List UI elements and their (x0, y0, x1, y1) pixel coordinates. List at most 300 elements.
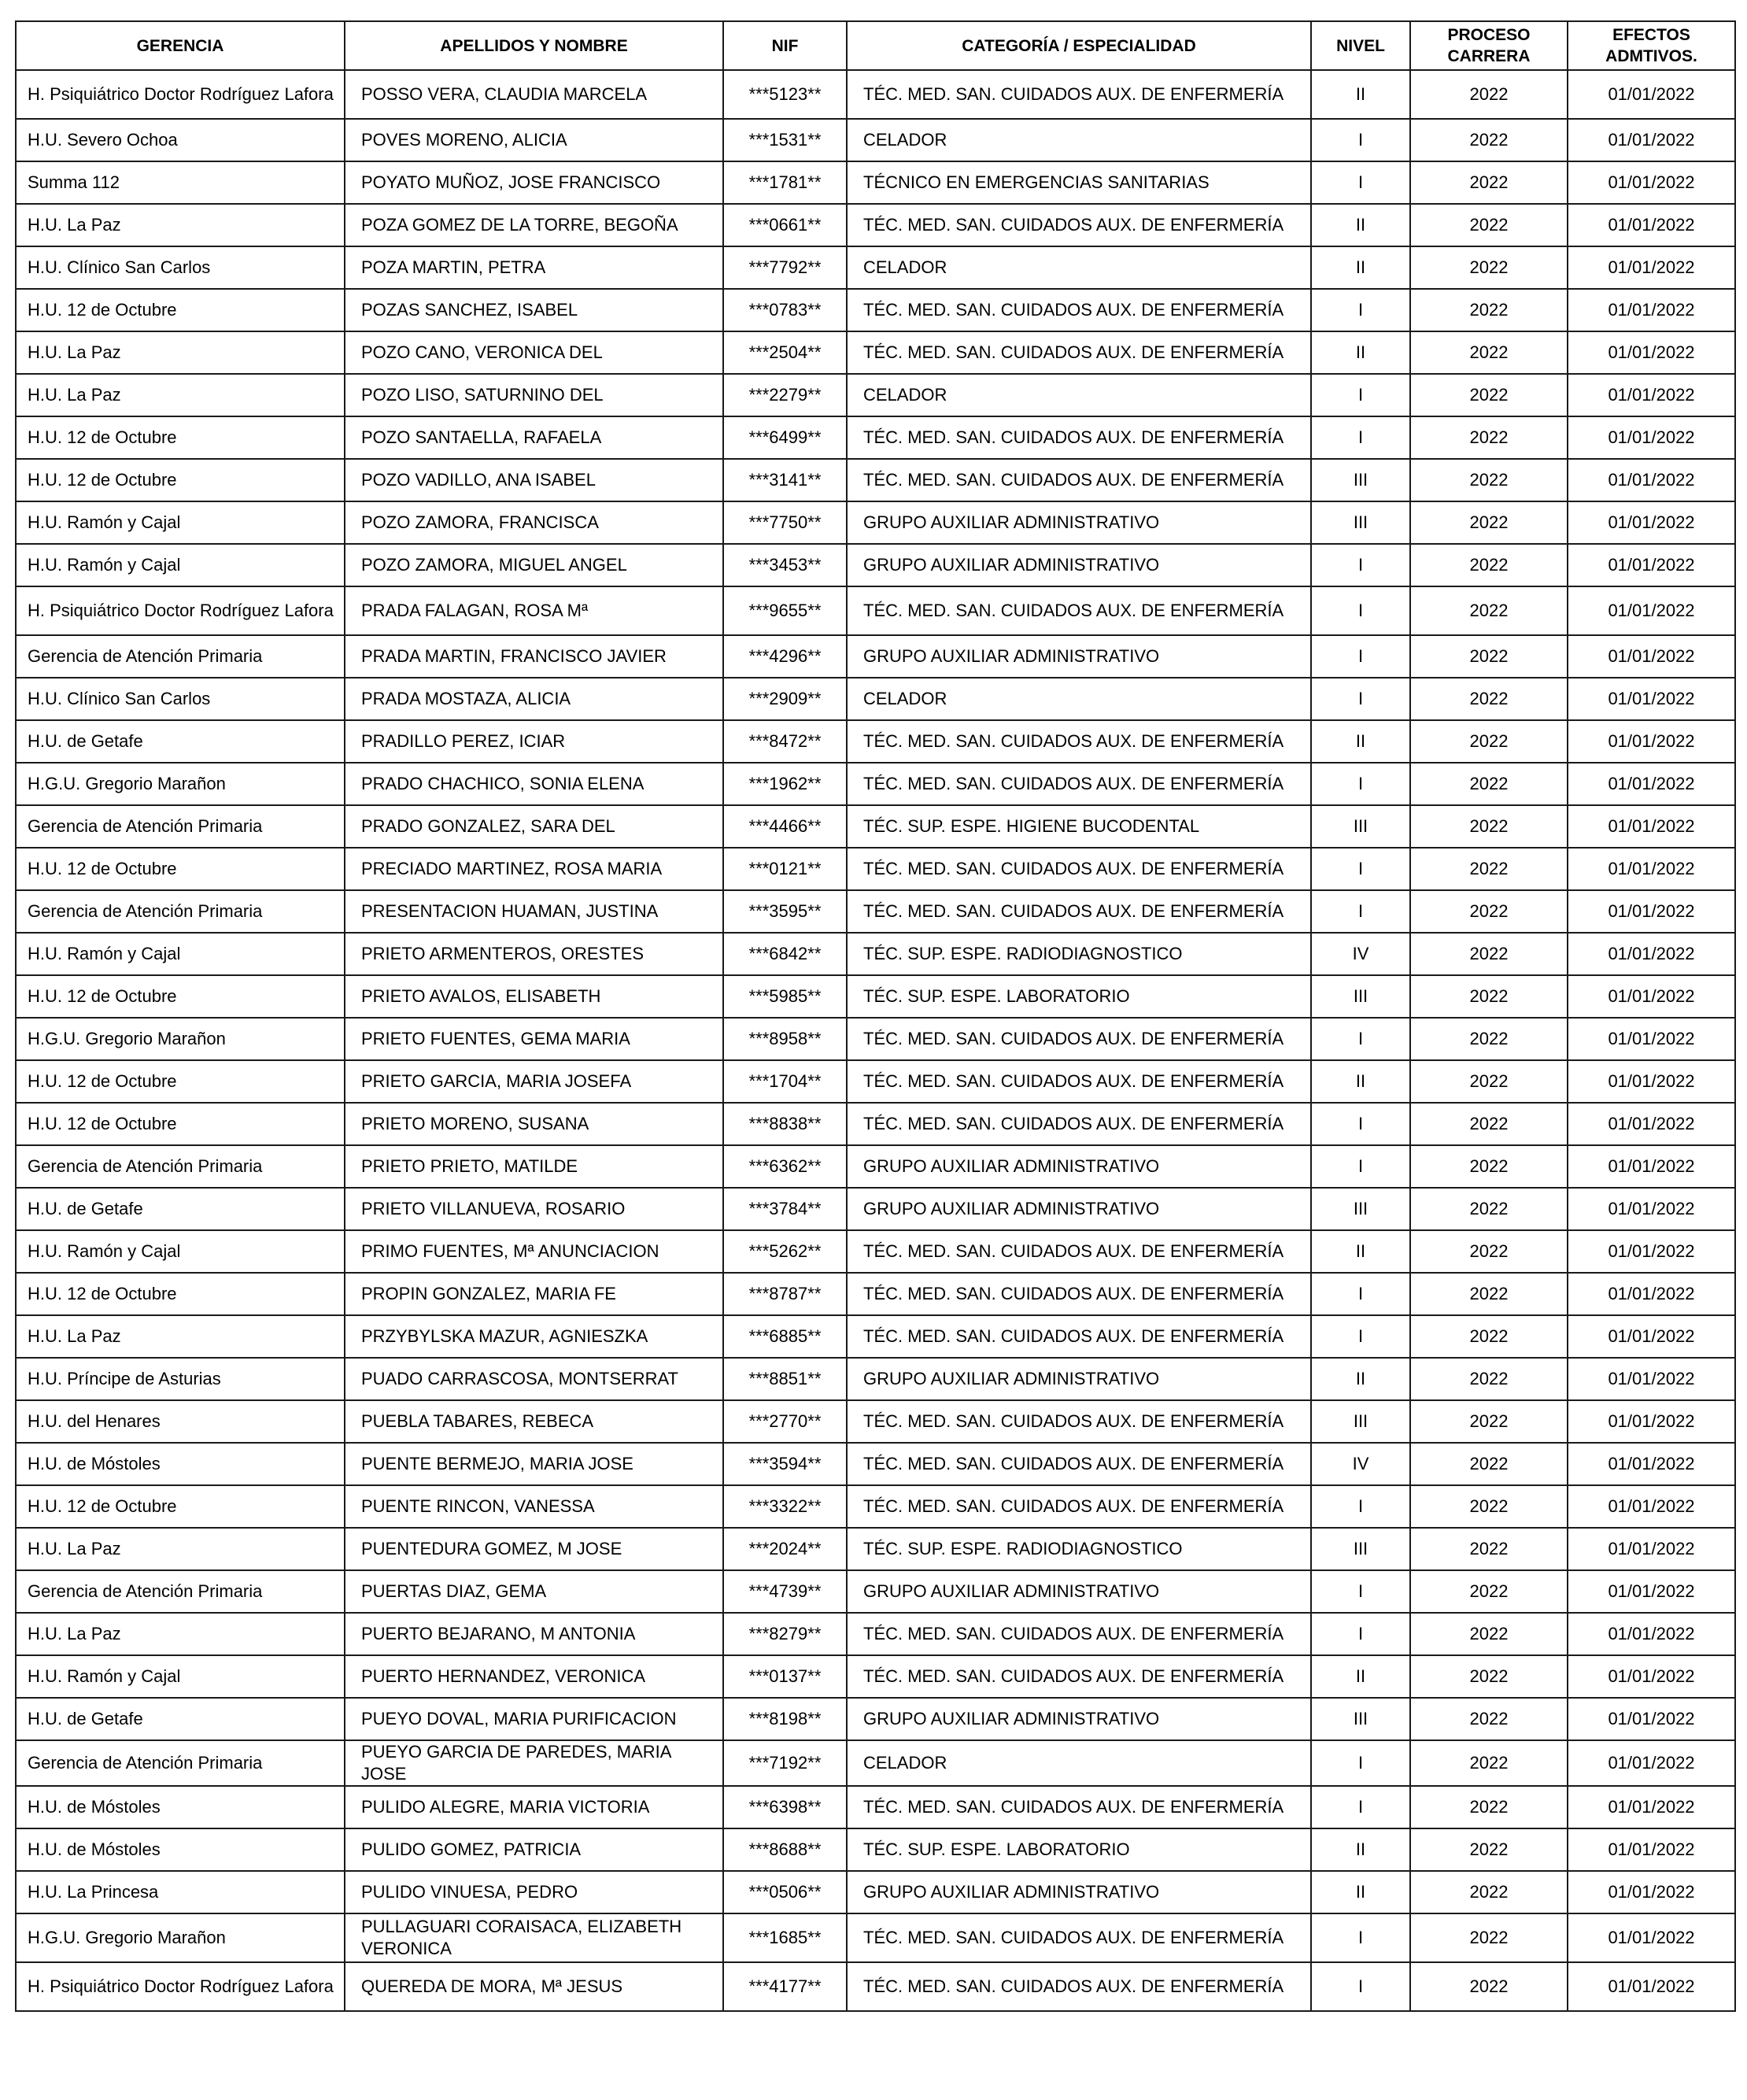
cell-nivel: III (1311, 805, 1410, 848)
cell-efectos: 01/01/2022 (1568, 1018, 1735, 1060)
cell-nombre: PRIETO AVALOS, ELISABETH (345, 975, 723, 1018)
cell-nivel: I (1311, 1273, 1410, 1315)
table-row (16, 1871, 1735, 1913)
cell-proceso: 2022 (1410, 1145, 1568, 1188)
cell-nif: ***6842** (723, 933, 847, 975)
cell-categoria: TÉC. MED. SAN. CUIDADOS AUX. DE ENFERMERÍA (847, 1443, 1311, 1485)
table-row (16, 1188, 1735, 1230)
table-row (16, 1485, 1735, 1528)
cell-nombre: PRADA FALAGAN, ROSA Mª (345, 586, 723, 635)
table-row (16, 501, 1735, 544)
cell-nivel: III (1311, 1528, 1410, 1570)
cell-nif: ***8198** (723, 1698, 847, 1740)
cell-nif: ***1685** (723, 1913, 847, 1962)
cell-nombre: PRIETO VILLANUEVA, ROSARIO (345, 1188, 723, 1230)
cell-nivel: I (1311, 678, 1410, 720)
cell-nivel: I (1311, 374, 1410, 416)
cell-nombre: PULIDO VINUESA, PEDRO (345, 1871, 723, 1913)
table-row (16, 720, 1735, 763)
header-proceso-line2: CARRERA (1447, 47, 1531, 65)
cell-nif: ***8787** (723, 1273, 847, 1315)
table-row (16, 374, 1735, 416)
cell-gerencia: H.G.U. Gregorio Marañon (16, 763, 345, 805)
cell-proceso: 2022 (1410, 1358, 1568, 1400)
table-row (16, 1613, 1735, 1655)
cell-nif: ***3141** (723, 459, 847, 501)
cell-nombre: PUEBLA TABARES, REBECA (345, 1400, 723, 1443)
cell-gerencia: H.U. 12 de Octubre (16, 1060, 345, 1103)
table-row (16, 805, 1735, 848)
cell-gerencia: H.U. 12 de Octubre (16, 416, 345, 459)
cell-efectos: 01/01/2022 (1568, 459, 1735, 501)
table-row (16, 635, 1735, 678)
cell-nif: ***4466** (723, 805, 847, 848)
cell-efectos: 01/01/2022 (1568, 119, 1735, 161)
cell-efectos: 01/01/2022 (1568, 720, 1735, 763)
cell-nif: ***2024** (723, 1528, 847, 1570)
cell-nombre: PUEYO GARCIA DE PAREDES, MARIA JOSE (345, 1740, 723, 1786)
cell-nivel: I (1311, 1315, 1410, 1358)
cell-nombre: PUENTE RINCON, VANESSA (345, 1485, 723, 1528)
cell-nombre: POYATO MUÑOZ, JOSE FRANCISCO (345, 161, 723, 204)
cell-categoria: GRUPO AUXILIAR ADMINISTRATIVO (847, 1188, 1311, 1230)
table-row (16, 1060, 1735, 1103)
header-nivel: NIVEL (1311, 21, 1410, 70)
cell-efectos: 01/01/2022 (1568, 1358, 1735, 1400)
cell-nombre: POZAS SANCHEZ, ISABEL (345, 289, 723, 331)
table-row (16, 1103, 1735, 1145)
cell-nif: ***3784** (723, 1188, 847, 1230)
cell-nif: ***8279** (723, 1613, 847, 1655)
cell-categoria: CELADOR (847, 678, 1311, 720)
table-row (16, 1962, 1735, 2011)
cell-categoria: TÉC. SUP. ESPE. RADIODIAGNOSTICO (847, 1528, 1311, 1570)
table-row (16, 1230, 1735, 1273)
cell-nif: ***7792** (723, 246, 847, 289)
cell-gerencia: H.U. de Móstoles (16, 1828, 345, 1871)
table-row (16, 161, 1735, 204)
cell-nivel: I (1311, 1018, 1410, 1060)
cell-nif: ***1781** (723, 161, 847, 204)
table-row (16, 544, 1735, 586)
cell-nivel: II (1311, 1230, 1410, 1273)
cell-gerencia: H.U. Clínico San Carlos (16, 246, 345, 289)
cell-gerencia: Gerencia de Atención Primaria (16, 1740, 345, 1786)
cell-gerencia: H.U. Severo Ochoa (16, 119, 345, 161)
cell-categoria: TÉC. MED. SAN. CUIDADOS AUX. DE ENFERMERÍA (847, 1613, 1311, 1655)
cell-nivel: I (1311, 1485, 1410, 1528)
cell-nivel: III (1311, 975, 1410, 1018)
header-categoria: CATEGORÍA / ESPECIALIDAD (847, 21, 1311, 70)
cell-gerencia: H.U. La Paz (16, 374, 345, 416)
cell-proceso: 2022 (1410, 501, 1568, 544)
cell-nif: ***2279** (723, 374, 847, 416)
cell-categoria: TÉC. MED. SAN. CUIDADOS AUX. DE ENFERMERÍA (847, 204, 1311, 246)
cell-nivel: II (1311, 70, 1410, 119)
cell-gerencia: H.G.U. Gregorio Marañon (16, 1018, 345, 1060)
cell-categoria: TÉC. MED. SAN. CUIDADOS AUX. DE ENFERMERÍA (847, 1273, 1311, 1315)
table-row (16, 890, 1735, 933)
cell-nif: ***0506** (723, 1871, 847, 1913)
cell-gerencia: H.U. La Paz (16, 204, 345, 246)
cell-categoria: TÉC. MED. SAN. CUIDADOS AUX. DE ENFERMERÍA (847, 1786, 1311, 1828)
cell-proceso: 2022 (1410, 1060, 1568, 1103)
cell-categoria: TÉC. MED. SAN. CUIDADOS AUX. DE ENFERMERÍA (847, 289, 1311, 331)
cell-proceso: 2022 (1410, 1273, 1568, 1315)
cell-efectos: 01/01/2022 (1568, 374, 1735, 416)
table-row (16, 763, 1735, 805)
header-efectos-line1: EFECTOS (1612, 26, 1690, 44)
cell-efectos: 01/01/2022 (1568, 289, 1735, 331)
table-row (16, 331, 1735, 374)
table-row (16, 459, 1735, 501)
cell-nivel: I (1311, 1740, 1410, 1786)
cell-nivel: II (1311, 1655, 1410, 1698)
cell-categoria: TÉC. MED. SAN. CUIDADOS AUX. DE ENFERMERÍA (847, 1485, 1311, 1528)
cell-nif: ***4296** (723, 635, 847, 678)
cell-categoria: TÉC. SUP. ESPE. RADIODIAGNOSTICO (847, 933, 1311, 975)
table-header (16, 21, 1735, 70)
cell-nivel: I (1311, 1613, 1410, 1655)
cell-nombre: PRIETO MORENO, SUSANA (345, 1103, 723, 1145)
cell-nombre: POSSO VERA, CLAUDIA MARCELA (345, 70, 723, 119)
cell-nombre: POZO ZAMORA, FRANCISCA (345, 501, 723, 544)
cell-proceso: 2022 (1410, 1570, 1568, 1613)
cell-nif: ***5262** (723, 1230, 847, 1273)
cell-categoria: TÉC. SUP. ESPE. LABORATORIO (847, 975, 1311, 1018)
cell-nombre: PRADA MOSTAZA, ALICIA (345, 678, 723, 720)
table-row (16, 70, 1735, 119)
cell-categoria: CELADOR (847, 119, 1311, 161)
table-row (16, 1740, 1735, 1786)
cell-gerencia: H.U. de Getafe (16, 1698, 345, 1740)
table-row (16, 1698, 1735, 1740)
cell-nivel: II (1311, 1828, 1410, 1871)
cell-proceso: 2022 (1410, 635, 1568, 678)
cell-gerencia: H.U. Ramón y Cajal (16, 1230, 345, 1273)
cell-nivel: II (1311, 204, 1410, 246)
cell-efectos: 01/01/2022 (1568, 586, 1735, 635)
cell-gerencia: H. Psiquiátrico Doctor Rodríguez Lafora (16, 1962, 345, 2011)
cell-nombre: PUADO CARRASCOSA, MONTSERRAT (345, 1358, 723, 1400)
cell-gerencia: H.U. de Móstoles (16, 1443, 345, 1485)
cell-nif: ***8958** (723, 1018, 847, 1060)
cell-gerencia: H.U. de Móstoles (16, 1786, 345, 1828)
cell-categoria: GRUPO AUXILIAR ADMINISTRATIVO (847, 544, 1311, 586)
cell-categoria: TÉC. MED. SAN. CUIDADOS AUX. DE ENFERMERÍA (847, 763, 1311, 805)
cell-categoria: TÉCNICO EN EMERGENCIAS SANITARIAS (847, 161, 1311, 204)
cell-nombre: PRIMO FUENTES, Mª ANUNCIACION (345, 1230, 723, 1273)
cell-nombre: PRIETO FUENTES, GEMA MARIA (345, 1018, 723, 1060)
table-row (16, 289, 1735, 331)
cell-nivel: I (1311, 119, 1410, 161)
cell-nivel: III (1311, 1188, 1410, 1230)
header-proceso-line1: PROCESO (1447, 26, 1531, 44)
cell-categoria: TÉC. MED. SAN. CUIDADOS AUX. DE ENFERMERÍA (847, 1060, 1311, 1103)
cell-gerencia: H.U. La Paz (16, 1315, 345, 1358)
cell-nif: ***7192** (723, 1740, 847, 1786)
cell-nivel: II (1311, 1060, 1410, 1103)
cell-proceso: 2022 (1410, 1315, 1568, 1358)
cell-categoria: TÉC. MED. SAN. CUIDADOS AUX. DE ENFERMERÍA (847, 1400, 1311, 1443)
cell-efectos: 01/01/2022 (1568, 1828, 1735, 1871)
cell-gerencia: H.U. 12 de Octubre (16, 1103, 345, 1145)
cell-proceso: 2022 (1410, 720, 1568, 763)
cell-gerencia: H.U. 12 de Octubre (16, 1485, 345, 1528)
cell-nivel: I (1311, 544, 1410, 586)
cell-gerencia: H.U. 12 de Octubre (16, 975, 345, 1018)
cell-nombre: POZA MARTIN, PETRA (345, 246, 723, 289)
cell-efectos: 01/01/2022 (1568, 544, 1735, 586)
cell-proceso: 2022 (1410, 1962, 1568, 2011)
cell-nif: ***6499** (723, 416, 847, 459)
cell-nif: ***0137** (723, 1655, 847, 1698)
cell-proceso: 2022 (1410, 161, 1568, 204)
cell-nivel: II (1311, 720, 1410, 763)
table-row (16, 1913, 1735, 1962)
cell-efectos: 01/01/2022 (1568, 1443, 1735, 1485)
cell-proceso: 2022 (1410, 331, 1568, 374)
cell-gerencia: Gerencia de Atención Primaria (16, 1145, 345, 1188)
table-row (16, 1786, 1735, 1828)
cell-nif: ***4739** (723, 1570, 847, 1613)
cell-gerencia: H.G.U. Gregorio Marañon (16, 1913, 345, 1962)
cell-efectos: 01/01/2022 (1568, 1698, 1735, 1740)
cell-categoria: CELADOR (847, 374, 1311, 416)
cell-efectos: 01/01/2022 (1568, 975, 1735, 1018)
cell-efectos: 01/01/2022 (1568, 1786, 1735, 1828)
cell-efectos: 01/01/2022 (1568, 1273, 1735, 1315)
table-row (16, 204, 1735, 246)
cell-nivel: I (1311, 1103, 1410, 1145)
table-row (16, 848, 1735, 890)
cell-categoria: GRUPO AUXILIAR ADMINISTRATIVO (847, 501, 1311, 544)
cell-proceso: 2022 (1410, 678, 1568, 720)
cell-nombre: POZO VADILLO, ANA ISABEL (345, 459, 723, 501)
cell-categoria: GRUPO AUXILIAR ADMINISTRATIVO (847, 1570, 1311, 1613)
cell-gerencia: Gerencia de Atención Primaria (16, 635, 345, 678)
cell-gerencia: H.U. del Henares (16, 1400, 345, 1443)
cell-nivel: I (1311, 1962, 1410, 2011)
cell-gerencia: H. Psiquiátrico Doctor Rodríguez Lafora (16, 586, 345, 635)
cell-categoria: CELADOR (847, 246, 1311, 289)
cell-nivel: I (1311, 1913, 1410, 1962)
cell-proceso: 2022 (1410, 1828, 1568, 1871)
cell-nivel: II (1311, 331, 1410, 374)
cell-nif: ***6362** (723, 1145, 847, 1188)
cell-nombre: POZA GOMEZ DE LA TORRE, BEGOÑA (345, 204, 723, 246)
cell-proceso: 2022 (1410, 459, 1568, 501)
cell-categoria: TÉC. MED. SAN. CUIDADOS AUX. DE ENFERMERÍA (847, 1655, 1311, 1698)
cell-categoria: TÉC. MED. SAN. CUIDADOS AUX. DE ENFERMERÍA (847, 70, 1311, 119)
cell-nivel: III (1311, 1400, 1410, 1443)
cell-efectos: 01/01/2022 (1568, 1962, 1735, 2011)
cell-nif: ***8851** (723, 1358, 847, 1400)
cell-gerencia: Gerencia de Atención Primaria (16, 1570, 345, 1613)
cell-nombre: PUERTO HERNANDEZ, VERONICA (345, 1655, 723, 1698)
table-row (16, 1273, 1735, 1315)
cell-nif: ***6885** (723, 1315, 847, 1358)
cell-nombre: POZO ZAMORA, MIGUEL ANGEL (345, 544, 723, 586)
cell-efectos: 01/01/2022 (1568, 678, 1735, 720)
cell-nif: ***1531** (723, 119, 847, 161)
cell-nombre: PUEYO DOVAL, MARIA PURIFICACION (345, 1698, 723, 1740)
cell-nivel: IV (1311, 1443, 1410, 1485)
cell-categoria: GRUPO AUXILIAR ADMINISTRATIVO (847, 1358, 1311, 1400)
cell-efectos: 01/01/2022 (1568, 501, 1735, 544)
cell-nombre: PUENTE BERMEJO, MARIA JOSE (345, 1443, 723, 1485)
cell-proceso: 2022 (1410, 1655, 1568, 1698)
cell-nivel: I (1311, 1786, 1410, 1828)
cell-categoria: TÉC. MED. SAN. CUIDADOS AUX. DE ENFERMERÍA (847, 586, 1311, 635)
cell-gerencia: H.U. 12 de Octubre (16, 459, 345, 501)
cell-nif: ***2909** (723, 678, 847, 720)
cell-proceso: 2022 (1410, 289, 1568, 331)
cell-gerencia: H.U. 12 de Octubre (16, 1273, 345, 1315)
cell-nif: ***8838** (723, 1103, 847, 1145)
table-row (16, 678, 1735, 720)
cell-gerencia: H.U. La Princesa (16, 1871, 345, 1913)
cell-nombre: POZO LISO, SATURNINO DEL (345, 374, 723, 416)
cell-categoria: GRUPO AUXILIAR ADMINISTRATIVO (847, 635, 1311, 678)
cell-efectos: 01/01/2022 (1568, 805, 1735, 848)
cell-efectos: 01/01/2022 (1568, 70, 1735, 119)
header-efectos (1568, 21, 1735, 70)
cell-nombre: PUENTEDURA GOMEZ, M JOSE (345, 1528, 723, 1570)
cell-nivel: I (1311, 1145, 1410, 1188)
cell-nivel: III (1311, 1698, 1410, 1740)
header-proceso (1410, 21, 1568, 70)
personnel-table (15, 20, 1736, 2012)
cell-gerencia: H.U. Príncipe de Asturias (16, 1358, 345, 1400)
cell-nif: ***3595** (723, 890, 847, 933)
cell-proceso: 2022 (1410, 586, 1568, 635)
cell-nivel: III (1311, 501, 1410, 544)
table-row (16, 1358, 1735, 1400)
cell-proceso: 2022 (1410, 1018, 1568, 1060)
cell-categoria: TÉC. SUP. ESPE. LABORATORIO (847, 1828, 1311, 1871)
cell-gerencia: H. Psiquiátrico Doctor Rodríguez Lafora (16, 70, 345, 119)
cell-categoria: TÉC. MED. SAN. CUIDADOS AUX. DE ENFERMERÍA (847, 1913, 1311, 1962)
cell-efectos: 01/01/2022 (1568, 1060, 1735, 1103)
cell-nivel: III (1311, 459, 1410, 501)
cell-nombre: PROPIN GONZALEZ, MARIA FE (345, 1273, 723, 1315)
cell-nivel: I (1311, 1570, 1410, 1613)
cell-categoria: TÉC. MED. SAN. CUIDADOS AUX. DE ENFERMERÍA (847, 720, 1311, 763)
cell-gerencia: H.U. de Getafe (16, 720, 345, 763)
cell-efectos: 01/01/2022 (1568, 763, 1735, 805)
table-row (16, 246, 1735, 289)
cell-proceso: 2022 (1410, 1485, 1568, 1528)
cell-efectos: 01/01/2022 (1568, 1613, 1735, 1655)
cell-proceso: 2022 (1410, 1740, 1568, 1786)
table-row (16, 1400, 1735, 1443)
cell-nif: ***3322** (723, 1485, 847, 1528)
cell-categoria: TÉC. MED. SAN. CUIDADOS AUX. DE ENFERMERÍA (847, 890, 1311, 933)
cell-nombre: QUEREDA DE MORA, Mª JESUS (345, 1962, 723, 2011)
cell-efectos: 01/01/2022 (1568, 331, 1735, 374)
cell-gerencia: H.U. Ramón y Cajal (16, 933, 345, 975)
cell-efectos: 01/01/2022 (1568, 1871, 1735, 1913)
cell-proceso: 2022 (1410, 204, 1568, 246)
cell-efectos: 01/01/2022 (1568, 933, 1735, 975)
table-row (16, 1828, 1735, 1871)
cell-nombre: PUERTO BEJARANO, M ANTONIA (345, 1613, 723, 1655)
cell-categoria: TÉC. SUP. ESPE. HIGIENE BUCODENTAL (847, 805, 1311, 848)
cell-proceso: 2022 (1410, 416, 1568, 459)
cell-nif: ***6398** (723, 1786, 847, 1828)
cell-nombre: POZO CANO, VERONICA DEL (345, 331, 723, 374)
cell-efectos: 01/01/2022 (1568, 1570, 1735, 1613)
cell-proceso: 2022 (1410, 975, 1568, 1018)
cell-efectos: 01/01/2022 (1568, 1145, 1735, 1188)
header-nombre: APELLIDOS Y NOMBRE (345, 21, 723, 70)
cell-gerencia: Gerencia de Atención Primaria (16, 890, 345, 933)
table-row (16, 933, 1735, 975)
cell-nif: ***8472** (723, 720, 847, 763)
cell-nombre: PRADO CHACHICO, SONIA ELENA (345, 763, 723, 805)
cell-proceso: 2022 (1410, 1786, 1568, 1828)
cell-gerencia: H.U. La Paz (16, 331, 345, 374)
cell-proceso: 2022 (1410, 119, 1568, 161)
cell-proceso: 2022 (1410, 544, 1568, 586)
cell-proceso: 2022 (1410, 1528, 1568, 1570)
cell-nombre: PUERTAS DIAZ, GEMA (345, 1570, 723, 1613)
cell-nombre: POVES MORENO, ALICIA (345, 119, 723, 161)
cell-nivel: I (1311, 586, 1410, 635)
cell-proceso: 2022 (1410, 1443, 1568, 1485)
cell-categoria: TÉC. MED. SAN. CUIDADOS AUX. DE ENFERMERÍA (847, 1230, 1311, 1273)
cell-proceso: 2022 (1410, 374, 1568, 416)
cell-nombre: PRIETO PRIETO, MATILDE (345, 1145, 723, 1188)
header-gerencia: GERENCIA (16, 21, 345, 70)
table-row (16, 1655, 1735, 1698)
cell-nif: ***4177** (723, 1962, 847, 2011)
cell-categoria: TÉC. MED. SAN. CUIDADOS AUX. DE ENFERMERÍA (847, 1103, 1311, 1145)
cell-categoria: TÉC. MED. SAN. CUIDADOS AUX. DE ENFERMERÍA (847, 1962, 1311, 2011)
cell-gerencia: H.U. Ramón y Cajal (16, 1655, 345, 1698)
cell-efectos: 01/01/2022 (1568, 1230, 1735, 1273)
cell-proceso: 2022 (1410, 1400, 1568, 1443)
table-row (16, 119, 1735, 161)
cell-nivel: II (1311, 1358, 1410, 1400)
cell-efectos: 01/01/2022 (1568, 1400, 1735, 1443)
cell-nif: ***8688** (723, 1828, 847, 1871)
cell-proceso: 2022 (1410, 246, 1568, 289)
cell-proceso: 2022 (1410, 1613, 1568, 1655)
cell-nombre: POZO SANTAELLA, RAFAELA (345, 416, 723, 459)
cell-nombre: PRADA MARTIN, FRANCISCO JAVIER (345, 635, 723, 678)
cell-efectos: 01/01/2022 (1568, 161, 1735, 204)
cell-nivel: I (1311, 763, 1410, 805)
table-row (16, 975, 1735, 1018)
cell-categoria: CELADOR (847, 1740, 1311, 1786)
cell-efectos: 01/01/2022 (1568, 848, 1735, 890)
cell-nombre: PULLAGUARI CORAISACA, ELIZABETH VERONICA (345, 1913, 723, 1962)
cell-gerencia: H.U. Clínico San Carlos (16, 678, 345, 720)
cell-categoria: GRUPO AUXILIAR ADMINISTRATIVO (847, 1145, 1311, 1188)
cell-nif: ***1962** (723, 763, 847, 805)
cell-nombre: PRESENTACION HUAMAN, JUSTINA (345, 890, 723, 933)
cell-nombre: PRADILLO PEREZ, ICIAR (345, 720, 723, 763)
cell-nombre: PULIDO ALEGRE, MARIA VICTORIA (345, 1786, 723, 1828)
cell-gerencia: Summa 112 (16, 161, 345, 204)
table-row (16, 1528, 1735, 1570)
cell-proceso: 2022 (1410, 1188, 1568, 1230)
cell-nombre: PULIDO GOMEZ, PATRICIA (345, 1828, 723, 1871)
cell-efectos: 01/01/2022 (1568, 1528, 1735, 1570)
cell-efectos: 01/01/2022 (1568, 1485, 1735, 1528)
